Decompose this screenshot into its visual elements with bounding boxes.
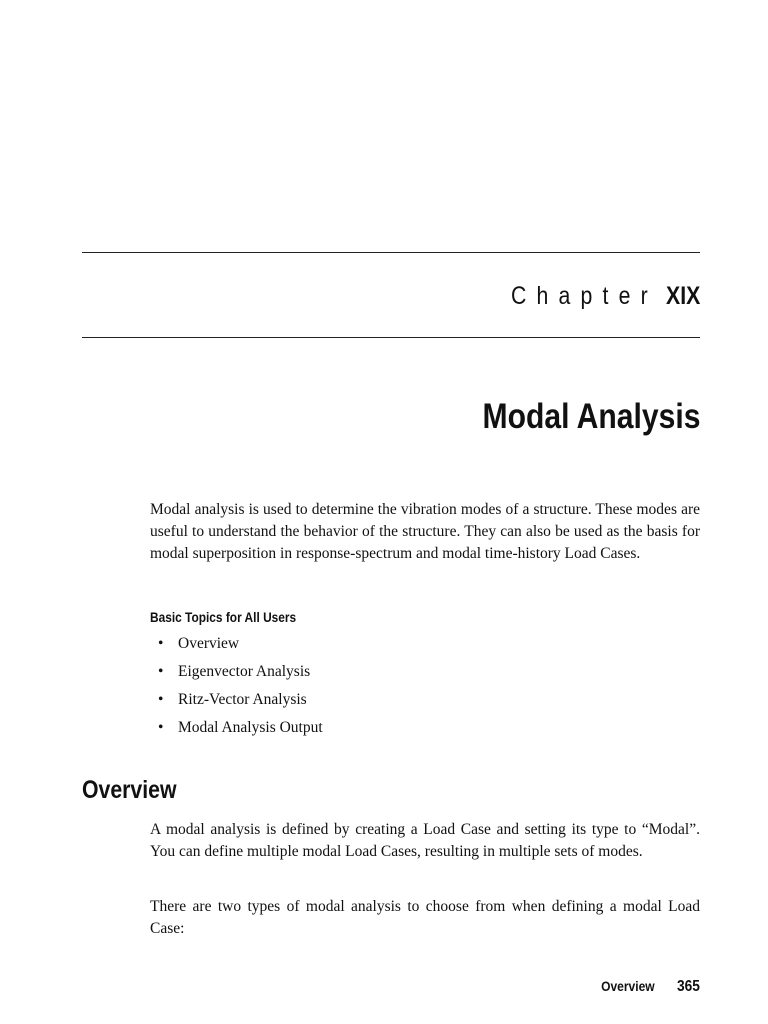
page-footer (601, 978, 700, 996)
bullet-icon: • (158, 635, 164, 652)
page-number: 365 (677, 978, 700, 995)
list-item (158, 717, 323, 745)
intro-paragraph: Modal analysis is used to determine the vibration modes of a structure. These modes are useful to understand the behavior of the structure. They can also be used as the basis for modal superposition in response-spectrum and modal time-history Load Cases. (150, 501, 700, 562)
topic-overview: Overview (178, 635, 240, 652)
chapter-label (485, 280, 700, 312)
topic-modal-analysis-output: Modal Analysis Output (178, 719, 323, 736)
topic-eigenvector-analysis: Eigenvector Analysis (178, 663, 311, 680)
page-title: Modal Analysis (481, 397, 700, 436)
chapter-word: Chapter (510, 282, 658, 310)
list-item (158, 689, 323, 717)
list-item (158, 661, 323, 689)
basic-topics-list (158, 633, 323, 745)
list-item (158, 633, 323, 661)
basic-topics-heading: Basic Topics for All Users (150, 609, 297, 625)
chapter-top-rule (82, 252, 700, 253)
bullet-icon: • (158, 663, 164, 680)
bullet-icon: • (158, 719, 164, 736)
overview-heading: Overview (82, 776, 177, 804)
chapter-bottom-rule (82, 337, 700, 338)
bullet-icon: • (158, 691, 164, 708)
overview-paragraph-2: There are two types of modal analysis to choose from when defining a modal Load Case: (150, 898, 700, 937)
overview-paragraph-1: A modal analysis is defined by creating a Load Case and setting its type to “Modal”. You can define multiple modal Load Cases, resulting in multiple sets of modes. (150, 821, 700, 860)
topic-ritz-vector-analysis: Ritz-Vector Analysis (178, 691, 307, 708)
chapter-number: XIX (665, 282, 700, 310)
footer-section-name: Overview (601, 978, 655, 994)
